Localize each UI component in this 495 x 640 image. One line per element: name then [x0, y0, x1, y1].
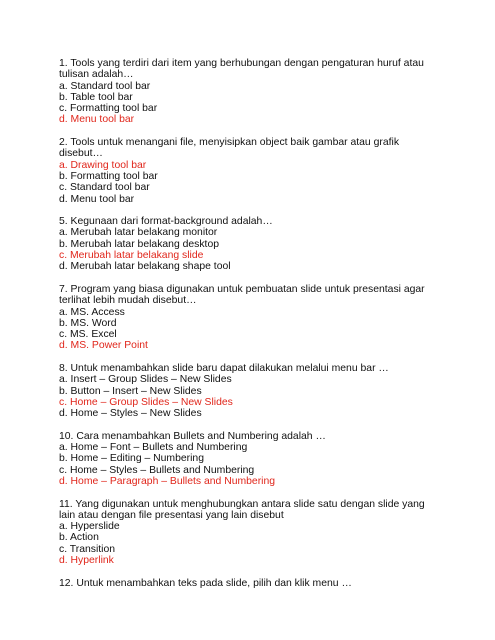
answer-option: d. Menu tool bar [59, 193, 135, 205]
question-block [59, 578, 439, 589]
question-text: 1. Tools yang terdiri dari item yang berhubungan dengan pengaturan huruf atau tulisan adalah… [59, 58, 424, 81]
correct-answer-option: d. Menu tool bar [59, 114, 135, 126]
answer-option: b. Merubah latar belakang desktop [59, 238, 220, 250]
answer-option: a. Hyperslide [59, 521, 120, 533]
quiz-content [59, 58, 439, 600]
answer-option: a. MS. Access [59, 306, 125, 318]
question-text: 7. Program yang biasa digunakan untuk pembuatan slide untuk presentasi agar terlihat lebih mudah disebut… [59, 283, 425, 307]
question-text: 12. Untuk menambahkan teks pada slide, pilih dan klik menu … [59, 577, 352, 589]
question-text: 8. Untuk menambahkan slide baru dapat dilakukan melalui menu bar … [59, 363, 389, 375]
answer-option: b. MS. Word [59, 317, 117, 329]
correct-answer-option: c. Merubah latar belakang slide [59, 250, 204, 262]
answer-option: d. Merubah latar belakang shape tool [59, 261, 231, 273]
correct-answer-option: d. MS. Power Point [59, 340, 148, 352]
correct-answer-option: c. Home – Group Slides – New Slides [59, 396, 233, 408]
answer-option: c. Standard tool bar [59, 182, 150, 194]
answer-option: b. Action [59, 532, 99, 544]
answer-option: a. Insert – Group Slides – New Slides [59, 374, 232, 386]
correct-answer-option: d. Hyperlink [59, 555, 114, 567]
answer-option: d. Home – Styles – New Slides [59, 408, 202, 420]
question-block [59, 431, 439, 487]
question-text: 11. Yang digunakan untuk menghubungkan antara slide satu dengan slide yang lain atau dengan file presentasi yang lain disebut [59, 498, 425, 521]
question-block [59, 58, 439, 126]
answer-option: b. Home – Editing – Numbering [59, 453, 204, 465]
correct-answer-option: a. Drawing tool bar [59, 159, 147, 171]
question-block [59, 499, 439, 567]
answer-option: b. Button – Insert – New Slides [59, 385, 202, 397]
question-block [59, 216, 439, 272]
answer-option: a. Home – Font – Bullets and Numbering [59, 442, 248, 454]
answer-option: c. Home – Styles – Bullets and Numbering [59, 464, 255, 476]
question-block [59, 363, 439, 419]
correct-answer-option: d. Home – Paragraph – Bullets and Numbering [59, 475, 276, 487]
answer-option: a. Merubah latar belakang monitor [59, 227, 218, 239]
answer-option: c. Transition [59, 543, 116, 555]
answer-option: c. Formatting tool bar [59, 103, 158, 115]
question-text: 10. Cara menambahkan Bullets and Numbering adalah … [59, 430, 326, 442]
answer-option: b. Formatting tool bar [59, 170, 158, 182]
answer-option: a. Standard tool bar [59, 80, 151, 92]
answer-option: b. Table tool bar [59, 91, 133, 103]
question-text: 2. Tools untuk menangani file, menyisipkan object baik gambar atau grafik disebut… [59, 137, 400, 160]
question-block [59, 284, 439, 352]
answer-option: c. MS. Excel [59, 329, 117, 341]
question-block [59, 137, 439, 205]
question-text: 5. Kegunaan dari format-background adalah… [59, 216, 273, 228]
